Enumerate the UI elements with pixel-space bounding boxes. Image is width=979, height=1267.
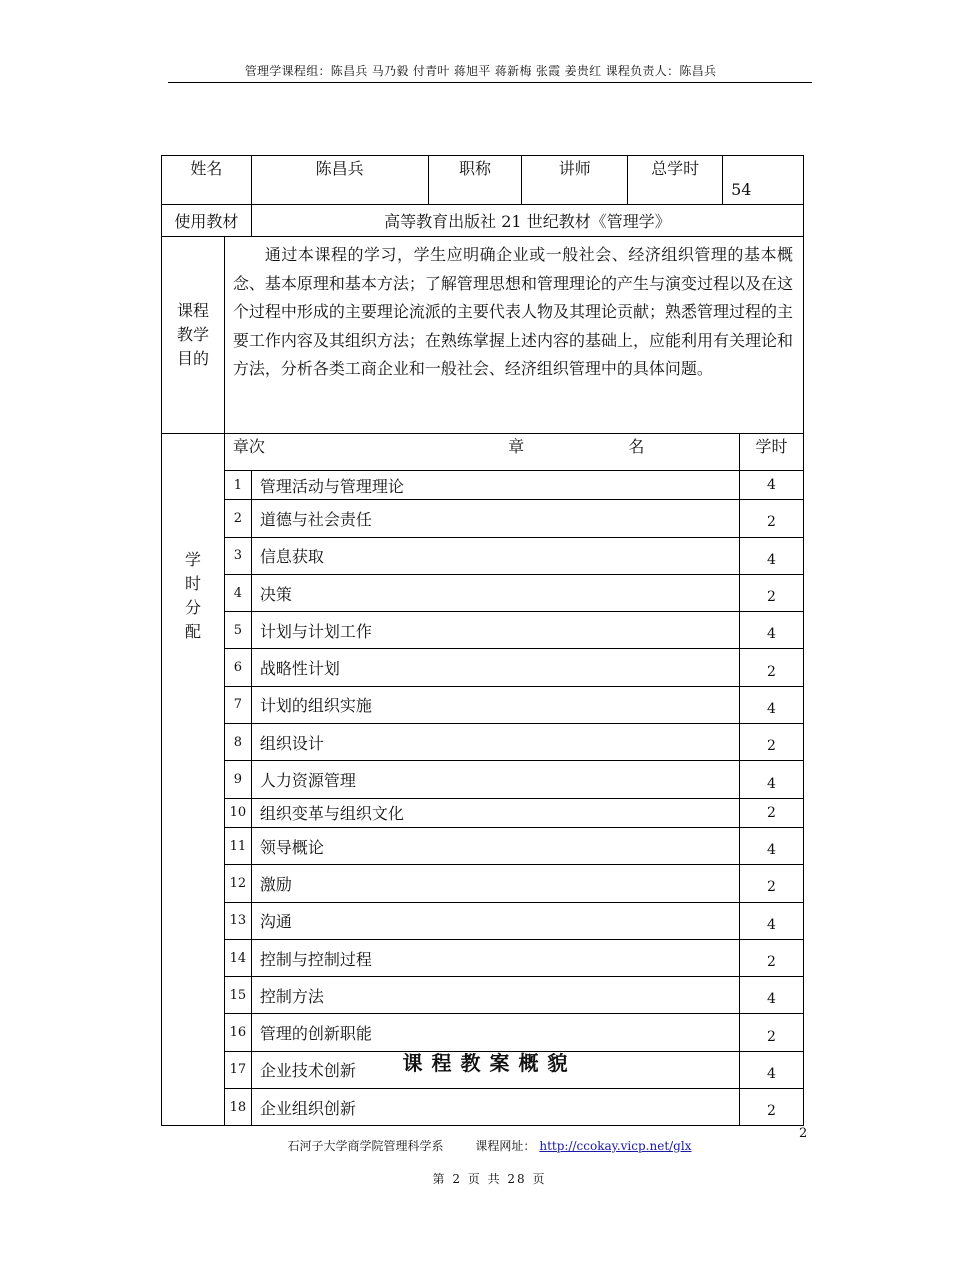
chapter-number: 13: [224, 902, 251, 939]
chapter-hours: 2: [740, 1089, 804, 1126]
chapter-row: [162, 1014, 804, 1051]
chapter-name: 信息获取: [251, 537, 739, 574]
chapter-hours: 2: [740, 798, 804, 827]
chapter-hours: 4: [740, 977, 804, 1014]
chapter-number: 15: [224, 977, 251, 1014]
page-number: 2: [799, 1126, 808, 1141]
chapter-name: 计划的组织实施: [251, 686, 739, 723]
textbook-label: 使用教材: [162, 205, 252, 237]
course-group-label: 管理学课程组：陈昌兵 马乃毅 付青叶 蒋旭平 蒋新梅 张霞 姜贵红: [244, 64, 602, 78]
page-count: 第 2 页 共 28 页: [432, 1172, 547, 1186]
page-footer: [0, 1137, 979, 1154]
url-label: 课程网址：: [475, 1139, 536, 1153]
hours-value: 54: [723, 156, 804, 205]
chapter-hours: 4: [740, 1051, 804, 1088]
chapter-number: 1: [224, 471, 251, 500]
chapter-hours: 2: [740, 939, 804, 976]
chapter-number: 7: [224, 686, 251, 723]
chapter-number: 12: [224, 865, 251, 902]
chapter-number: 6: [224, 649, 251, 686]
chapter-name: 道德与社会责任: [251, 500, 739, 537]
col-name-header: 章 名: [428, 434, 740, 471]
chapter-hours: 4: [740, 827, 804, 864]
chapter-row: [162, 902, 804, 939]
chapter-name: 领导概论: [251, 827, 739, 864]
chapter-row: [162, 724, 804, 761]
chapter-hours: 2: [740, 724, 804, 761]
chapter-name: 组织设计: [251, 724, 739, 761]
chapter-hours: 2: [740, 649, 804, 686]
chapter-number: 4: [224, 574, 251, 611]
chapter-name: 管理的创新职能: [251, 1014, 739, 1051]
chapter-name: 激励: [251, 865, 739, 902]
chapter-number: 5: [224, 612, 251, 649]
chapter-row: [162, 686, 804, 723]
chapter-row: [162, 612, 804, 649]
course-lead-label: 课程负责人：陈昌兵: [605, 64, 717, 78]
chapter-row: [162, 977, 804, 1014]
allocation-label: 学 时 分 配: [162, 434, 225, 1126]
purpose-label: 课程 教学 目的: [162, 237, 225, 434]
purpose-row: [162, 237, 804, 434]
chapter-hours: 4: [740, 612, 804, 649]
chapter-number: 2: [224, 500, 251, 537]
title-label: 职称: [428, 156, 522, 205]
course-info-table: [161, 155, 804, 1126]
section-title: 课程教案概貌: [402, 1051, 577, 1075]
chapter-name: 控制方法: [251, 977, 739, 1014]
chapter-name: 企业技术创新: [251, 1051, 739, 1088]
chapter-name: 战略性计划: [251, 649, 739, 686]
textbook-value: 高等教育出版社 21 世纪教材《管理学》: [251, 205, 803, 237]
purpose-text: 通过本课程的学习，学生应明确企业或一般社会、经济组织管理的基本概念、基本原理和基本方法；了解管理思想和管理理论的产生与演变过程以及在这个过程中形成的主要理论流派的主要代表人物及其理论贡献；熟悉管理过程的主要工作内容及其组织方法；在熟练掌握上述内容的基础上，应能利用有关理论和方法，分析各类工商企业和一般社会、经济组织管理中的具体问题。: [224, 237, 803, 434]
page-header: [0, 62, 979, 79]
chapter-number: 8: [224, 724, 251, 761]
chapter-row: [162, 574, 804, 611]
chapter-number: 17: [224, 1051, 251, 1088]
hours-label: 总学时: [628, 156, 723, 205]
chapter-name: 沟通: [251, 902, 739, 939]
chapter-header-row: [162, 434, 804, 471]
chapter-number: 3: [224, 537, 251, 574]
title-value: 讲师: [522, 156, 628, 205]
chapter-row: [162, 761, 804, 798]
chapter-row: [162, 827, 804, 864]
chapter-hours: 4: [740, 686, 804, 723]
chapter-name: 计划与计划工作: [251, 612, 739, 649]
chapter-row: [162, 649, 804, 686]
course-url-link[interactable]: http://ccokay.vicp.net/glx: [539, 1139, 692, 1153]
chapter-hours: 4: [740, 537, 804, 574]
department-label: 石河子大学商学院管理科学系: [287, 1139, 444, 1153]
col-hours-header: 学时: [740, 434, 804, 471]
chapter-hours: 2: [740, 500, 804, 537]
chapter-hours: 2: [740, 1014, 804, 1051]
chapter-row: [162, 939, 804, 976]
chapter-number: 9: [224, 761, 251, 798]
chapter-row: [162, 798, 804, 827]
chapter-name: 管理活动与管理理论: [251, 471, 739, 500]
chapter-hours: 4: [740, 471, 804, 500]
chapter-row: [162, 865, 804, 902]
chapter-number: 10: [224, 798, 251, 827]
chapter-hours: 2: [740, 865, 804, 902]
header-rule: [168, 82, 812, 83]
name-label: 姓名: [162, 156, 252, 205]
chapter-name: 决策: [251, 574, 739, 611]
chapter-row: [162, 537, 804, 574]
textbook-row: [162, 205, 804, 237]
col-chapter-header: 章次: [224, 434, 428, 471]
chapter-row: [162, 471, 804, 500]
chapter-name: 人力资源管理: [251, 761, 739, 798]
chapter-number: 11: [224, 827, 251, 864]
chapter-hours: 2: [740, 574, 804, 611]
chapter-row: [162, 1089, 804, 1126]
chapter-number: 18: [224, 1089, 251, 1126]
name-value: 陈昌兵: [251, 156, 428, 205]
chapter-name: 组织变革与组织文化: [251, 798, 739, 827]
chapter-row: [162, 500, 804, 537]
chapter-hours: 4: [740, 902, 804, 939]
chapter-number: 16: [224, 1014, 251, 1051]
teacher-row: [162, 156, 804, 205]
chapter-number: 14: [224, 939, 251, 976]
chapter-name: 企业组织创新: [251, 1089, 739, 1126]
chapter-hours: 4: [740, 761, 804, 798]
chapter-name: 控制与控制过程: [251, 939, 739, 976]
